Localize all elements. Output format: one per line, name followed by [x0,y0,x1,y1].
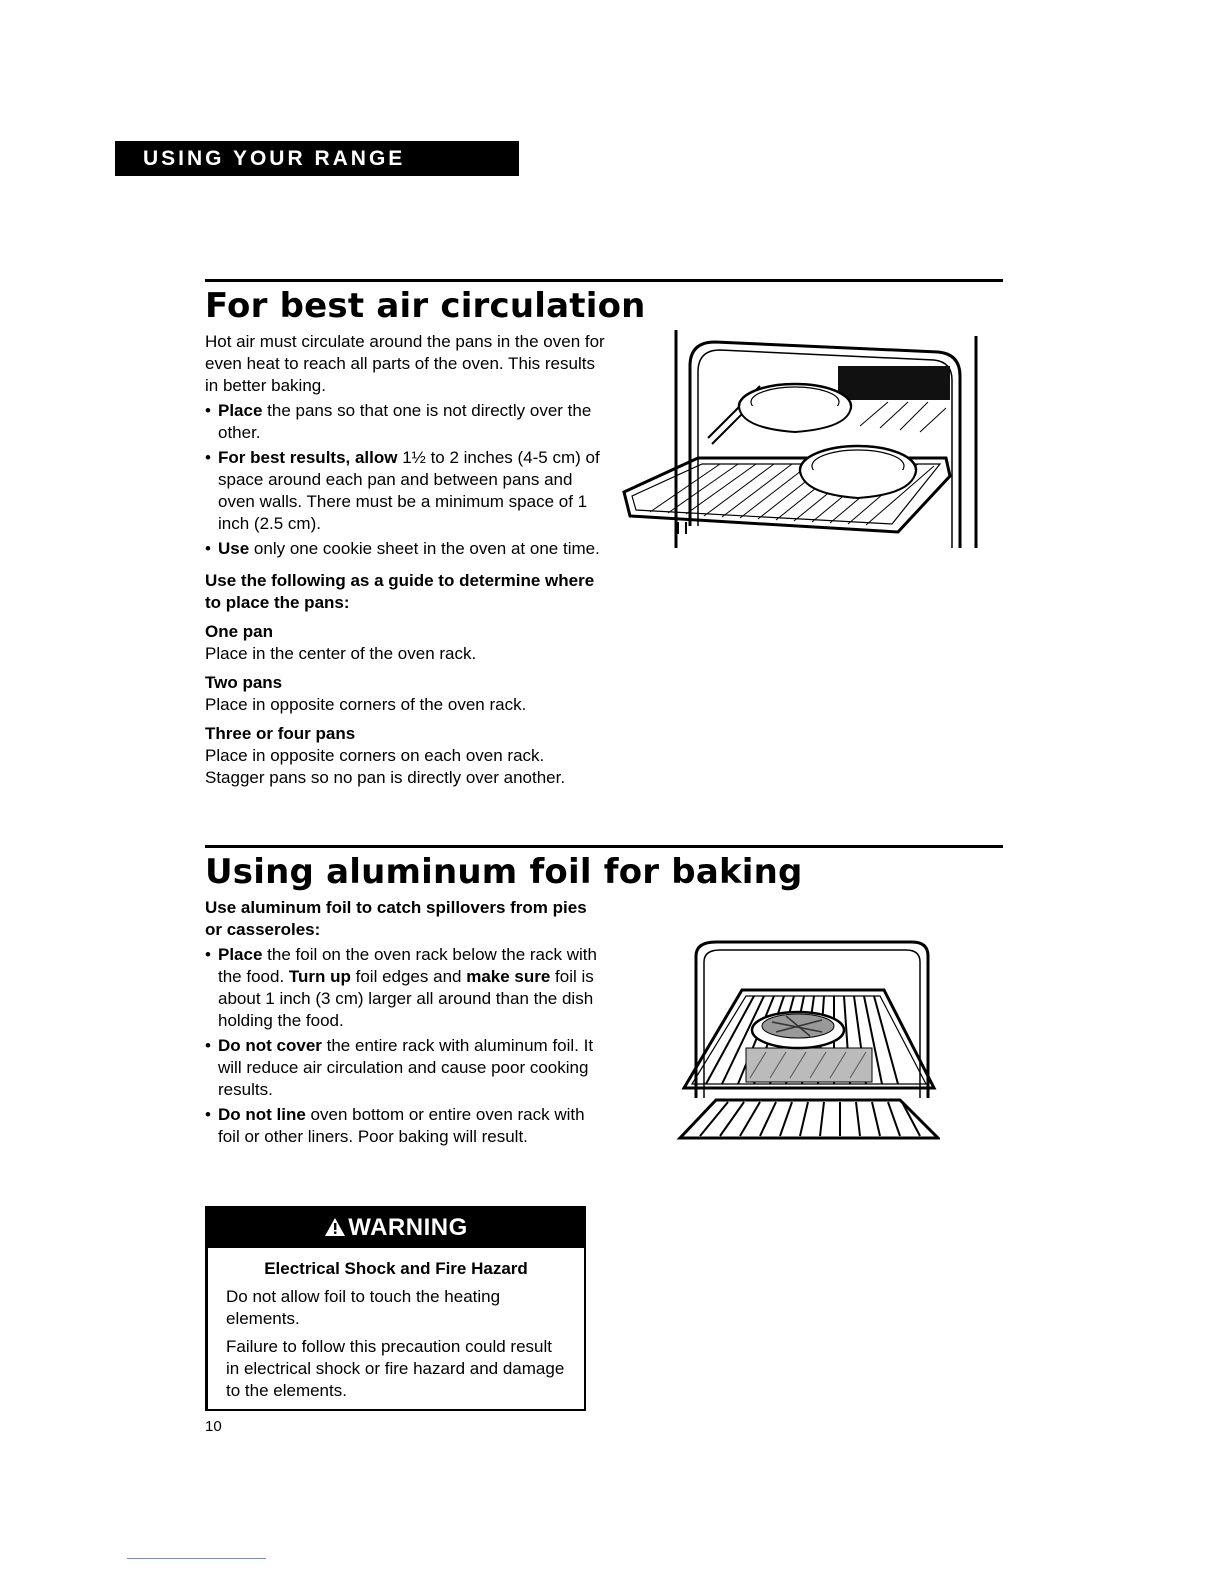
bullet-lead: Do not cover [218,1036,322,1055]
bullet-text: foil edges and [350,967,467,986]
warning-title: Electrical Shock and Fire Hazard [264,1259,528,1278]
bullet-item [205,944,605,1032]
bullet-text: the entire rack with aluminum foil. It will reduce air circulation and cause poor cooking results. [218,1036,594,1099]
air-circulation-bullets [205,400,605,560]
guide-text-one-pan: Place in the center of the oven rack. [205,644,477,663]
bullet-text: foil is about 1 inch (3 cm) larger all around than the dish holding the food. [218,967,594,1030]
guide-text-two-pans: Place in opposite corners of the oven rack. [205,695,527,714]
bullet-item [205,1104,605,1148]
aluminum-foil-intro: Use aluminum foil to catch spillovers from pies or casseroles: [205,898,587,939]
page-number: 10 [205,1418,222,1435]
section-rule-1 [205,279,1003,282]
guide-heading-three-four-pans: Three or four pans [205,724,356,743]
warning-body [208,1248,584,1402]
bullet-lead: Turn up [288,967,351,986]
bullet-lead: Do not line [218,1105,306,1124]
section-tab-label: USING YOUR RANGE [143,147,406,170]
warning-label: WARNING [348,1214,468,1241]
oven-rack-two-pans-illustration [620,326,982,550]
warning-banner [208,1208,584,1248]
warning-line-2: Failure to follow this precaution could result in electrical shock or fire hazard and damage to the elements. [226,1337,565,1400]
air-circulation-intro: Hot air must circulate around the pans in the oven for even heat to reach all parts of the oven. This results in better baking. [205,332,605,395]
bullet-lead: Use [218,539,250,558]
air-circulation-column [205,331,605,789]
guide-heading-one-pan: One pan [205,622,274,641]
oven-rack-foil-pie-illustration [676,938,940,1144]
bullet-item [205,538,605,560]
guide-text-three-four-pans: Place in opposite corners on each oven rack. Stagger pans so no pan is directly over another. [205,746,566,787]
guide-heading-two-pans: Two pans [205,673,283,692]
bullet-text: only one cookie sheet in the oven at one time. [249,539,600,558]
guide-heading: Use the following as a guide to determine where to place the pans: [205,571,595,612]
bullet-lead: Place [218,945,263,964]
bullet-text: the pans so that one is not directly over the other. [218,401,592,442]
warning-triangle-icon [324,1217,346,1237]
bullet-item [205,447,605,535]
aluminum-foil-bullets [205,944,605,1148]
warning-box [205,1206,586,1411]
bullet-item [205,400,605,444]
bullet-lead: For best results, allow [218,448,398,467]
warning-line-1: Do not allow foil to touch the heating elements. [226,1287,501,1328]
section-tab [115,141,519,176]
bullet-text: oven bottom or entire oven rack with foil or other liners. Poor baking will result. [218,1105,585,1146]
bullet-lead: make sure [466,967,551,986]
aluminum-foil-column [205,897,605,1148]
footer-divider [127,1558,266,1559]
bullet-item [205,1035,605,1101]
bullet-lead: Place [218,401,263,420]
section-title-aluminum-foil: Using aluminum foil for baking [205,852,803,892]
bullet-text: the foil on the oven rack below the rack with the food. [218,945,597,986]
bullet-text: 1½ to 2 inches (4-5 cm) of space around each pan and between pans and oven walls. There must be a minimum space of 1 inch (2.5 cm). [218,448,600,533]
section-rule-2 [205,845,1003,848]
section-title-air-circulation: For best air circulation [205,286,646,326]
